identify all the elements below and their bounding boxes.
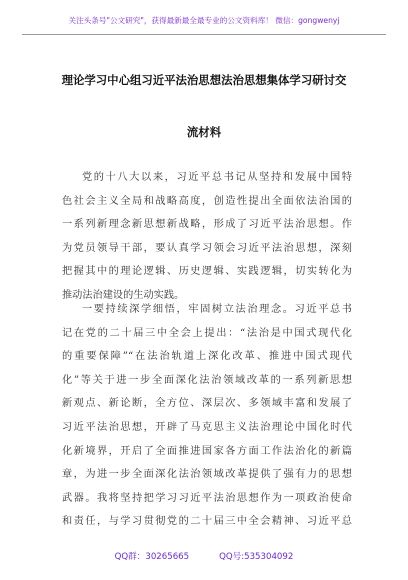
paragraph-2-line: 的重要保障”“在法治轨道上深化改革、推进中国式现代	[62, 351, 352, 363]
footer-contact	[22, 551, 386, 563]
paragraph-1-line: 一系列新理念新思想新战略，形成了习近平法治思想。作	[62, 219, 352, 231]
paragraph-1-line: 把握其中的理论逻辑、历史逻辑、实践逻辑，切实转化为	[62, 266, 352, 278]
paragraph-1-line: 推动法治建设的生动实践。	[62, 289, 185, 301]
paragraph-1-line: 色社会主义全局和战略高度，创造性提出全面依法治国的	[62, 195, 352, 207]
top-banner: 关注头条号"公文研究"，获得最新最全最专业的公文资料库！ 微信：gongwenyj	[68, 16, 340, 25]
paragraph-2-line: 新观点、新论断，全方位、深层次、多领域丰富和发展了	[62, 398, 352, 410]
footer-qq-group: QQ群：30265665	[114, 552, 190, 562]
paragraph-1	[62, 166, 352, 308]
paragraph-2-line: 化”等关于进一步全面深化法治领域改革的一系列新思想	[62, 374, 352, 386]
header-divider	[22, 34, 386, 35]
paragraph-2-line: 一要持续深学细悟，牢固树立法治理念。习近平总书	[82, 304, 352, 315]
paragraph-2-line: 武器。我将坚持把学习习近平法治思想作为一项政治使命	[62, 492, 352, 504]
paragraph-2-line: 习近平法治思想，开辟了马克思主义法治理论中国化时代	[62, 421, 352, 433]
paragraph-1-line: 为党员领导干部，要认真学习领会习近平法治思想，深刻	[62, 242, 352, 254]
paragraph-2-line: 章，为进一步全面深化法治领域改革提供了强有力的思想	[62, 469, 352, 481]
paragraph-2	[62, 298, 352, 534]
footer-qq-number: QQ号:535304092	[219, 552, 294, 562]
paragraph-1-line: 党的十八大以来，习近平总书记从坚持和发展中国特	[82, 172, 352, 183]
paragraph-2-line: 和责任，与学习贯彻党的二十届三中全会精神、习近平总	[62, 516, 352, 528]
paragraph-2-line: 化新境界，开启了全面推进国家各方面工作法治化的新篇	[62, 445, 352, 457]
document-title-line-1: 理论学习中心组习近平法治思想法治思想集体学习研讨交	[61, 73, 347, 87]
document-title-line-2: 流材料	[186, 125, 222, 139]
paragraph-2-line: 记在党的二十届三中全会上提出：“法治是中国式现代化	[62, 327, 352, 339]
